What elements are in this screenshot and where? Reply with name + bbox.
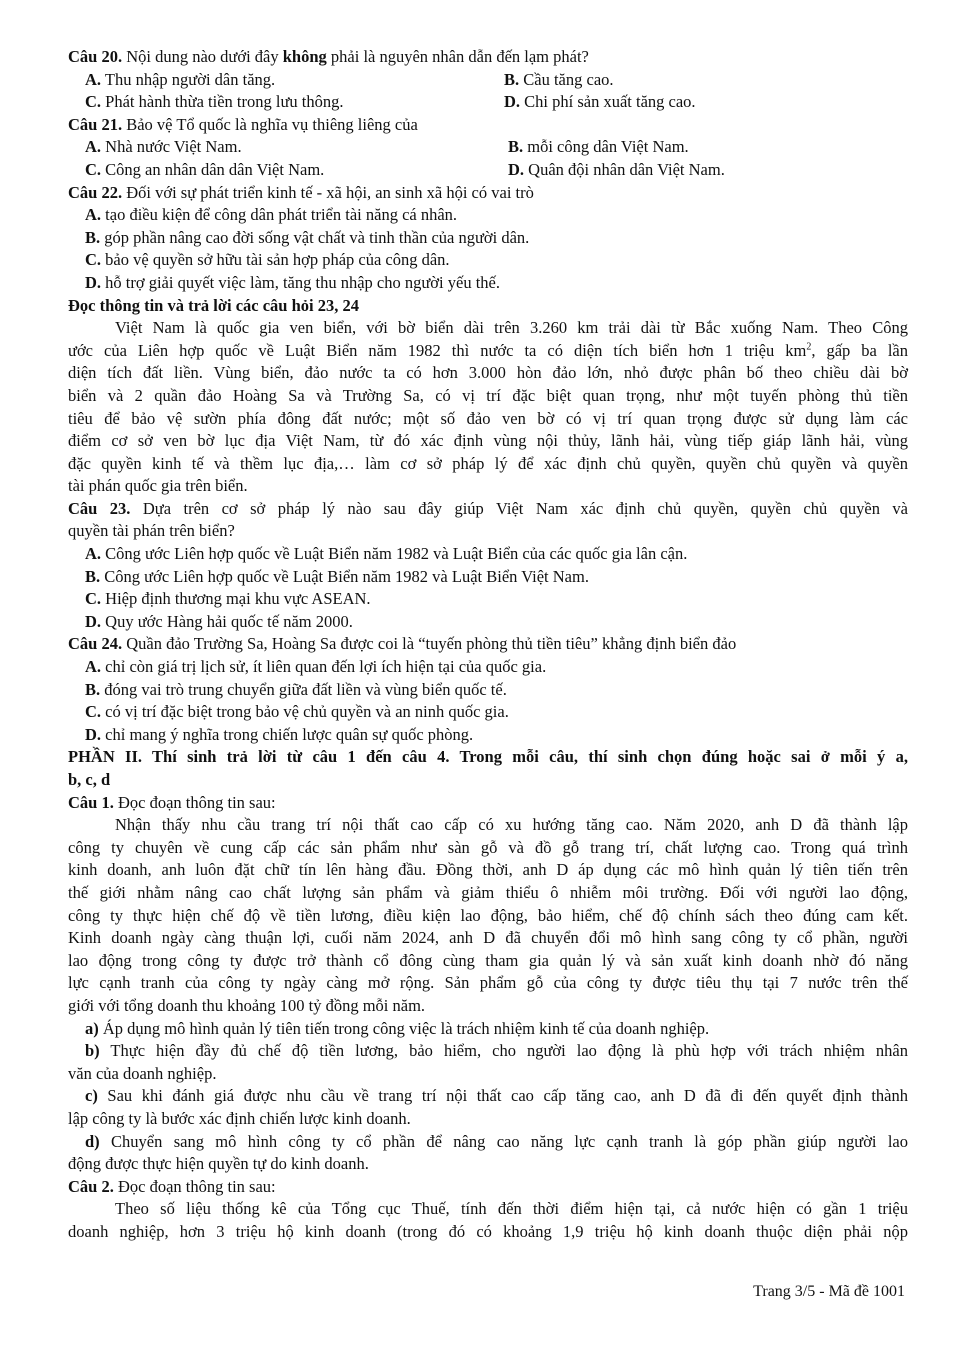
statement-a: a) Áp dụng mô hình quản lý tiên tiến trong công việc là trách nhiệm kinh tế của doanh nghiệp. — [85, 1018, 710, 1038]
option-d: D. hỗ trợ giải quyết việc làm, tăng thu nhập cho người yếu thế. — [85, 272, 500, 292]
question-label: Câu 24. — [68, 634, 123, 654]
passage-line: Nhận thấy nhu cầu trang trí nội thất cao cấp có xu hướng tăng cao. Năm 2020, anh D đã thành lập — [115, 815, 908, 835]
statement-b-cont: văn của doanh nghiệp. — [68, 1063, 217, 1083]
exam-page — [68, 46, 908, 1243]
option-d: D. Quân đội nhân dân Việt Nam. — [508, 159, 725, 179]
question-label: Câu 20. — [68, 47, 123, 66]
reading-passage — [68, 317, 908, 498]
passage-line: ước của Liên hợp quốc về Luật Biển năm 1982 thì nước ta có diện tích biển hơn 1 triệu $km^2$, gấp ba lần — [68, 340, 908, 360]
passage-line: Theo số liệu thống kê của Tổng cục Thuế, tính đến thời điểm hiện tại, cả nước hiện có gần 1 triệu — [115, 1199, 908, 1219]
option-a: A. Nhà nước Việt Nam. — [85, 137, 242, 157]
option-b: B. Cầu tăng cao. — [504, 69, 614, 89]
statement-d-cont: động được thực hiện quyền tự do kinh doanh. — [68, 1154, 369, 1174]
part-2-heading: PHẦN II. Thí sinh trả lời từ câu 1 đến câu 4. Trong mỗi câu, thí sinh chọn đúng hoặc sai ở mỗi ý a, — [68, 747, 908, 767]
passage-line: lao động trong công ty được trở thành cổ đông cùng tham gia quản lý và sản xuất kinh doanh nhờ đó năng — [68, 950, 908, 970]
passage-line: Việt Nam là quốc gia ven biển, với bờ biển dài trên 3.260 km trải dài từ Bắc xuống Nam. Theo Công — [115, 318, 908, 338]
question-text: Bảo vệ Tổ quốc là nghĩa vụ thiêng liêng của — [126, 114, 418, 134]
question-text: Đọc đoạn thông tin sau: — [117, 1176, 276, 1196]
reading-heading: Đọc thông tin và trả lời các câu hỏi 23, 24 — [68, 295, 359, 315]
part-2-heading-cont: b, c, d — [68, 770, 111, 789]
option-a: A. Công ước Liên hợp quốc về Luật Biển năm 1982 và Luật Biển của các quốc gia lân cận. — [85, 544, 688, 564]
option-b: B. mỗi công dân Việt Nam. — [508, 137, 689, 157]
question-24-stem — [68, 633, 908, 656]
passage-line: thế giới nhằm nâng cao chất lượng sản phẩm và giảm thiểu ô nhiễm môi trường. Đối với người lao động, — [68, 882, 908, 902]
part2-question-2-stem — [68, 1176, 908, 1199]
question-label: Câu 22. — [68, 182, 123, 202]
question-21-options — [68, 136, 908, 181]
statement-c: c) Sau khi đánh giá được nhu cầu về trang trí nội thất cao cấp tăng cao, anh D đã đi đến quyết định thành — [85, 1086, 909, 1106]
passage-line: công ty thực hiện chế độ về tiền lương, điều kiện lao động, bảo hiểm, chế độ chính sách theo đúng cam kết. — [68, 905, 908, 925]
option-c: C. Hiệp định thương mại khu vực ASEAN. — [85, 589, 371, 609]
statement-d: d) Chuyển sang mô hình công ty cổ phần để nâng cao năng lực cạnh tranh là góp phần giúp người lao — [85, 1131, 909, 1151]
option-a: A. chỉ còn giá trị lịch sử, ít liên quan đến lợi ích hiện tại của quốc gia. — [85, 657, 547, 677]
option-c: C. có vị trí đặc biệt trong bảo vệ chủ quyền và an ninh quốc gia. — [85, 702, 509, 722]
question-emphasis: không — [282, 47, 327, 66]
option-d: D. Quy ước Hàng hải quốc tế năm 2000. — [85, 611, 353, 631]
option-c: C. bảo vệ quyền sở hữu tài sản hợp pháp của công dân. — [85, 250, 450, 270]
option-b: B. Công ước Liên hợp quốc về Luật Biển năm 1982 và Luật Biển Việt Nam. — [85, 566, 589, 586]
question-22-stem — [68, 182, 908, 205]
part2-question-1-passage — [68, 814, 908, 1017]
question-label: Câu 2. — [68, 1176, 114, 1196]
question-21-stem — [68, 114, 908, 137]
question-text: Dựa trên cơ sở pháp lý nào sau đây giúp Việt Nam xác định chủ quyền, quyền chủ quyền và — [142, 498, 909, 518]
option-b: B. góp phần nâng cao đời sống vật chất và tinh thần của người dân. — [85, 227, 530, 247]
question-label: Câu 23. — [68, 498, 131, 518]
passage-line: tiêu để bảo vệ sườn phía đông đất nước; một số đảo ven bờ có vị trí quan trọng được sử dụng làm các — [68, 408, 908, 428]
passage-line: doanh nghiệp, hơn 3 triệu hộ kinh doanh (trong đó có khoảng 1,9 triệu hộ kinh doanh thuộc diện phải nộp — [68, 1221, 908, 1241]
passage-line: kinh doanh, anh luôn đặt chữ tín lên hàng đầu. Đồng thời, anh D áp dụng các mô hình quản lý tiên tiến trên — [68, 860, 908, 880]
passage-line: Kinh doanh ngày càng thuận lợi, cuối năm 2024, anh D đã chuyển đổi mô hình sang công ty cổ phần, người — [68, 928, 908, 948]
statement-b: b) Thực hiện đầy đủ chế độ tiền lương, bảo hiểm, cho người lao động là phù hợp với trách nhiệm nhân — [85, 1041, 908, 1061]
passage-line: tài phán quốc gia trên biển. — [68, 476, 248, 496]
option-d: D. chỉ mang ý nghĩa trong chiến lược quân sự quốc phòng. — [85, 724, 474, 744]
question-text: phải là nguyên nhân dẫn đến lạm phát? — [330, 47, 589, 66]
statement-c-cont: lập công ty là bước xác định chiến lược kinh doanh. — [68, 1108, 411, 1128]
option-c: C. Phát hành thừa tiền trong lưu thông. — [85, 92, 344, 112]
page-footer: Trang 3/5 - Mã đề 1001 — [753, 1283, 905, 1300]
passage-line: diện tích đất liền. Vùng biển, đảo nước ta có hơn 3.000 hòn đảo lớn, nhỏ được phân bố theo chiều dài bờ — [68, 363, 908, 383]
option-c: C. Công an nhân dân dân Việt Nam. — [85, 159, 325, 179]
passage-line: biển và 2 quần đảo Hoàng Sa và Trường Sa, có vị trí đặc biệt quan trọng, như một tuyến phòng thủ tiền — [68, 385, 908, 405]
question-23-stem — [68, 498, 908, 521]
question-label: Câu 1. — [68, 792, 114, 812]
passage-line: giới với tổng doanh thu khoảng 100 tỷ đồng mỗi năm. — [68, 995, 426, 1015]
question-20-options — [68, 69, 908, 114]
question-text: Đọc đoạn thông tin sau: — [117, 792, 276, 812]
option-b: B. đóng vai trò trung chuyển giữa đất liền và vùng biển quốc tế. — [85, 679, 507, 699]
passage-line: lực cạnh tranh của công ty ngày càng mở rộng. Sản phẩm gỗ của công ty được tiêu thụ tại 7 nước trên thế — [68, 973, 908, 993]
question-label: Câu 21. — [68, 114, 123, 134]
question-text: Đối với sự phát triển kinh tế - xã hội, an sinh xã hội có vai trò — [126, 182, 534, 202]
passage-line: điểm cơ sở ven bờ lục địa Việt Nam, từ đó xác định vùng nội thủy, lãnh hải, vùng tiếp giáp lãnh hải, vùng — [68, 431, 908, 451]
passage-line: công ty chuyên về cung cấp các sản phẩm như sàn gỗ và đồ gỗ trang trí, chất lượng cao. Trong quá trình — [68, 837, 908, 857]
question-23-stem-cont: quyền tài phán trên biển? — [68, 521, 235, 541]
passage-line: đặc quyền kinh tế và thềm lục địa,… làm cơ sở pháp lý để xác định chủ quyền, quyền chủ quyền và quyền — [68, 453, 908, 473]
question-text: Nội dung nào dưới đây — [126, 47, 279, 66]
option-d: D. Chi phí sản xuất tăng cao. — [504, 92, 696, 112]
question-20-stem — [68, 46, 908, 69]
question-text: Quần đảo Trường Sa, Hoàng Sa được coi là “tuyến phòng thủ tiền tiêu” khẳng định biển đảo — [126, 634, 737, 654]
option-a: A. tạo điều kiện để công dân phát triển tài năng cá nhân. — [85, 205, 458, 225]
option-a: A. Thu nhập người dân tăng. — [85, 69, 276, 89]
part2-question-1-stem — [68, 792, 908, 815]
